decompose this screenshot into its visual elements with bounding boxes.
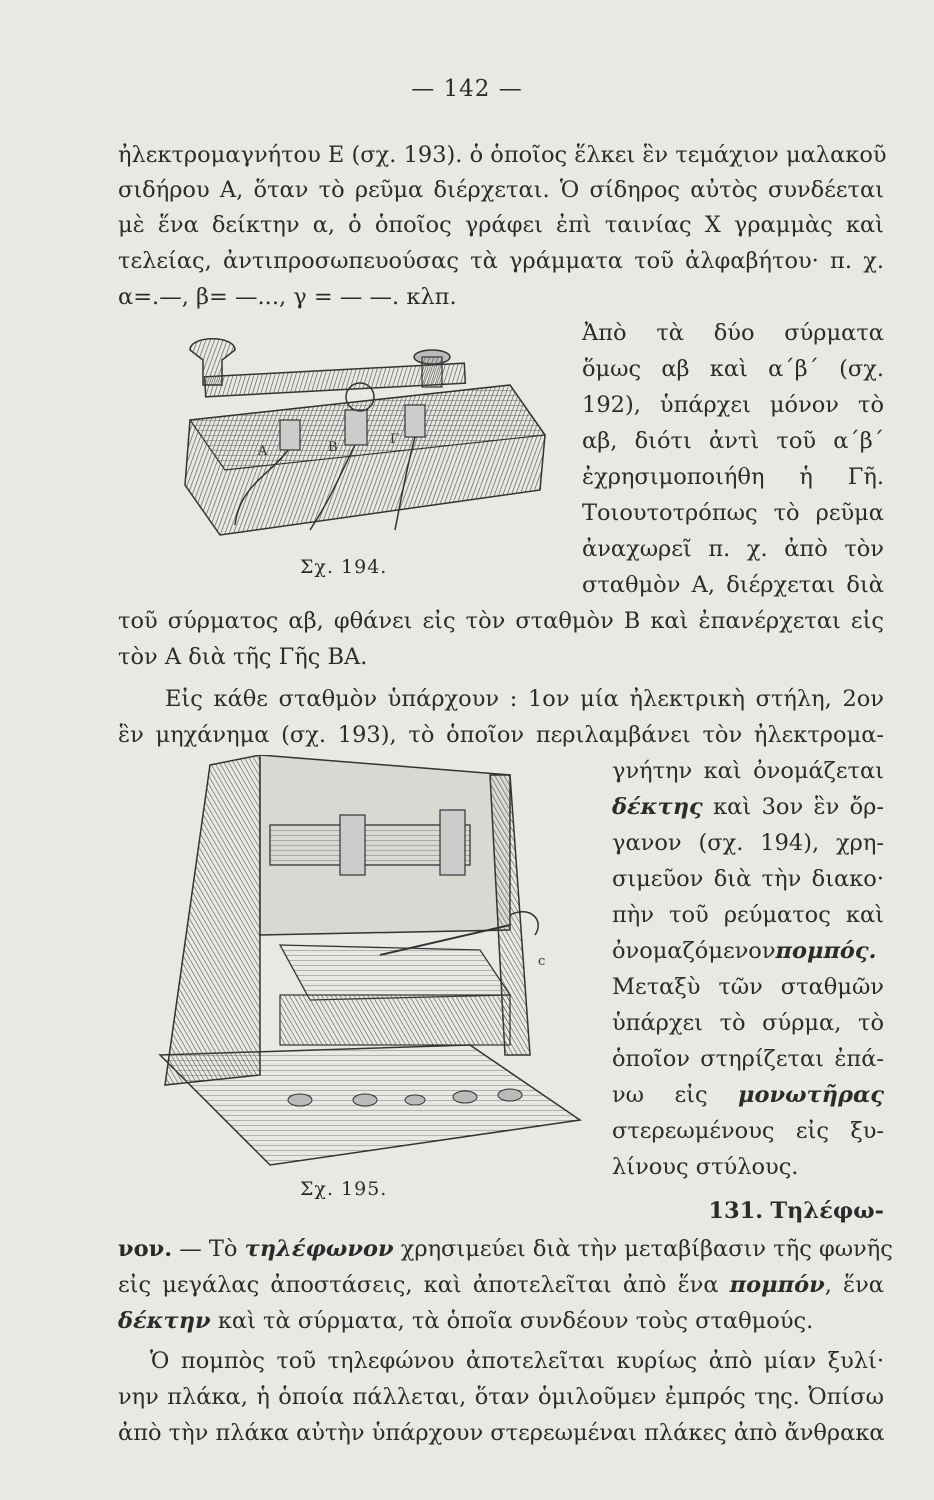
text-line: νον. — Τὸ τηλέφωνον χρησιμεύει διὰ τὴν μεταβίβασιν τῆς φωνῆς (118, 1236, 893, 1262)
section-heading (632, 1196, 884, 1226)
text-line: ὀνομαζόμενονπομπός. (612, 938, 877, 964)
figure-label-a: Α (258, 444, 268, 459)
text-line: γνήτην καὶ ὀνομάζεται (612, 758, 884, 784)
text-line: Μεταξὺ τῶν σταθμῶν (612, 974, 884, 1000)
text-line: τὸν Α διὰ τῆς Γῆς ΒΑ. (118, 644, 368, 670)
figure-195-receiver (150, 755, 590, 1170)
text-line: σιμεῦον διὰ τὴν διακο· (612, 866, 884, 892)
text-line: εἰς μεγάλας ἀποστάσεις, καὶ ἀποτελεῖται ἀπὸ ἕνα πομπόν, ἕνα (118, 1272, 884, 1298)
text-line: στερεωμένους εἰς ξυ- (612, 1118, 884, 1144)
text-line: αβ, διότι ἀντὶ τοῦ α΄β΄ (582, 428, 884, 454)
page-number: — 142 — (411, 76, 523, 102)
text-line: ἀπὸ τὴν πλάκα αὐτὴν ὑπάρχουν στερεωμέναι πλάκες ἀπὸ ἄνθρακα (118, 1420, 885, 1446)
text-line: πὴν τοῦ ρεύματος καὶ (612, 902, 884, 928)
caption-fig-194: Σχ. 194. (300, 556, 388, 578)
text-line: τελείας, ἀντιπροσωπευούσας τὰ γράμματα τοῦ ἀλφαβήτου· π. χ. (118, 248, 884, 274)
text-line: ὅμως αβ καὶ α΄β΄ (σχ. (582, 356, 884, 382)
text-line: α=.—, β= —..., γ = — —. κλπ. (118, 284, 457, 310)
bold-term: πομπόν (729, 1272, 825, 1298)
text-line: νω εἰς μονωτῆρας (612, 1082, 884, 1108)
text-line: Τοιουτοτρόπως τὸ ρεῦμα (582, 500, 884, 526)
text-line: Ὁ πομπὸς τοῦ τηλεφώνου ἀποτελεῖται κυρίως ἀπὸ μίαν ξυλί· (150, 1348, 884, 1374)
text-line: ἐχρησιμοποιήθη ἡ Γῆ. (582, 464, 884, 490)
text-line: σταθμὸν Α, διέρχεται διὰ (582, 572, 884, 598)
text-line: γανον (σχ. 194), χρη- (612, 830, 884, 856)
bold-term: δέκτης (612, 794, 703, 820)
bold-term: πομπός. (775, 938, 877, 964)
bold-term: τηλέφωνον (244, 1236, 394, 1262)
text-line: σιδήρου Α, ὅταν τὸ ρεῦμα διέρχεται. Ὁ σίδηρος αὐτὸς συνδέεται (118, 177, 884, 203)
text-line: ἀναχωρεῖ π. χ. ἀπὸ τὸν (582, 536, 884, 562)
caption-fig-195: Σχ. 195. (300, 1178, 388, 1200)
text-line: δέκτης καὶ 3ον ἓν ὄρ- (612, 794, 884, 820)
text-line: νην πλάκα, ἡ ὁποία πάλλεται, ὅταν ὁμιλοῦμεν ἐμπρός της. Ὀπίσω (118, 1384, 884, 1410)
figure-194-morse-key (160, 325, 552, 560)
text-line: ἠλεκτρομαγνήτου Ε (σχ. 193). ὁ ὁποῖος ἕλκει ἓν τεμάχιον μαλακοῦ (118, 142, 887, 168)
text-line: ἓν μηχάνημα (σχ. 193), τὸ ὁποῖον περιλαμβάνει τὸν ἠλεκτρομα- (118, 722, 884, 748)
text-line: Ἀπὸ τὰ δύο σύρματα (582, 320, 884, 346)
text-line: ὑπάρχει τὸ σύρμα, τὸ (612, 1010, 884, 1036)
text-line: μὲ ἕνα δείκτην α, ὁ ὁποῖος γράφει ἐπὶ ταινίας Χ γραμμὰς καὶ (118, 212, 884, 238)
text-line: τοῦ σύρματος αβ, φθάνει εἰς τὸν σταθμὸν Β καὶ ἐπανέρχεται εἰς (118, 608, 884, 634)
text-line: ὁποῖον στηρίζεται ἐπά- (612, 1046, 884, 1072)
figure-label-g: Γ (390, 432, 400, 447)
bold-term: δέκτην (118, 1308, 211, 1334)
bold-term: μονωτῆρας (738, 1082, 884, 1108)
section-number: 131. (708, 1198, 764, 1224)
text-line: 192), ὑπάρχει μόνον τὸ (582, 392, 884, 418)
figure-label-b: Β (328, 440, 338, 455)
text-line: Εἰς κάθε σταθμὸν ὑπάρχουν : 1ον μία ἠλεκτρικὴ στήλη, 2ον (165, 686, 884, 712)
text-line: λίνους στύλους. (612, 1154, 799, 1180)
section-title: Τηλέφω- (770, 1198, 884, 1224)
text-line: δέκτην καὶ τὰ σύρματα, τὰ ὁποῖα συνδέουν τοὺς σταθμούς. (118, 1308, 814, 1334)
figure-label-c: c (538, 954, 546, 969)
